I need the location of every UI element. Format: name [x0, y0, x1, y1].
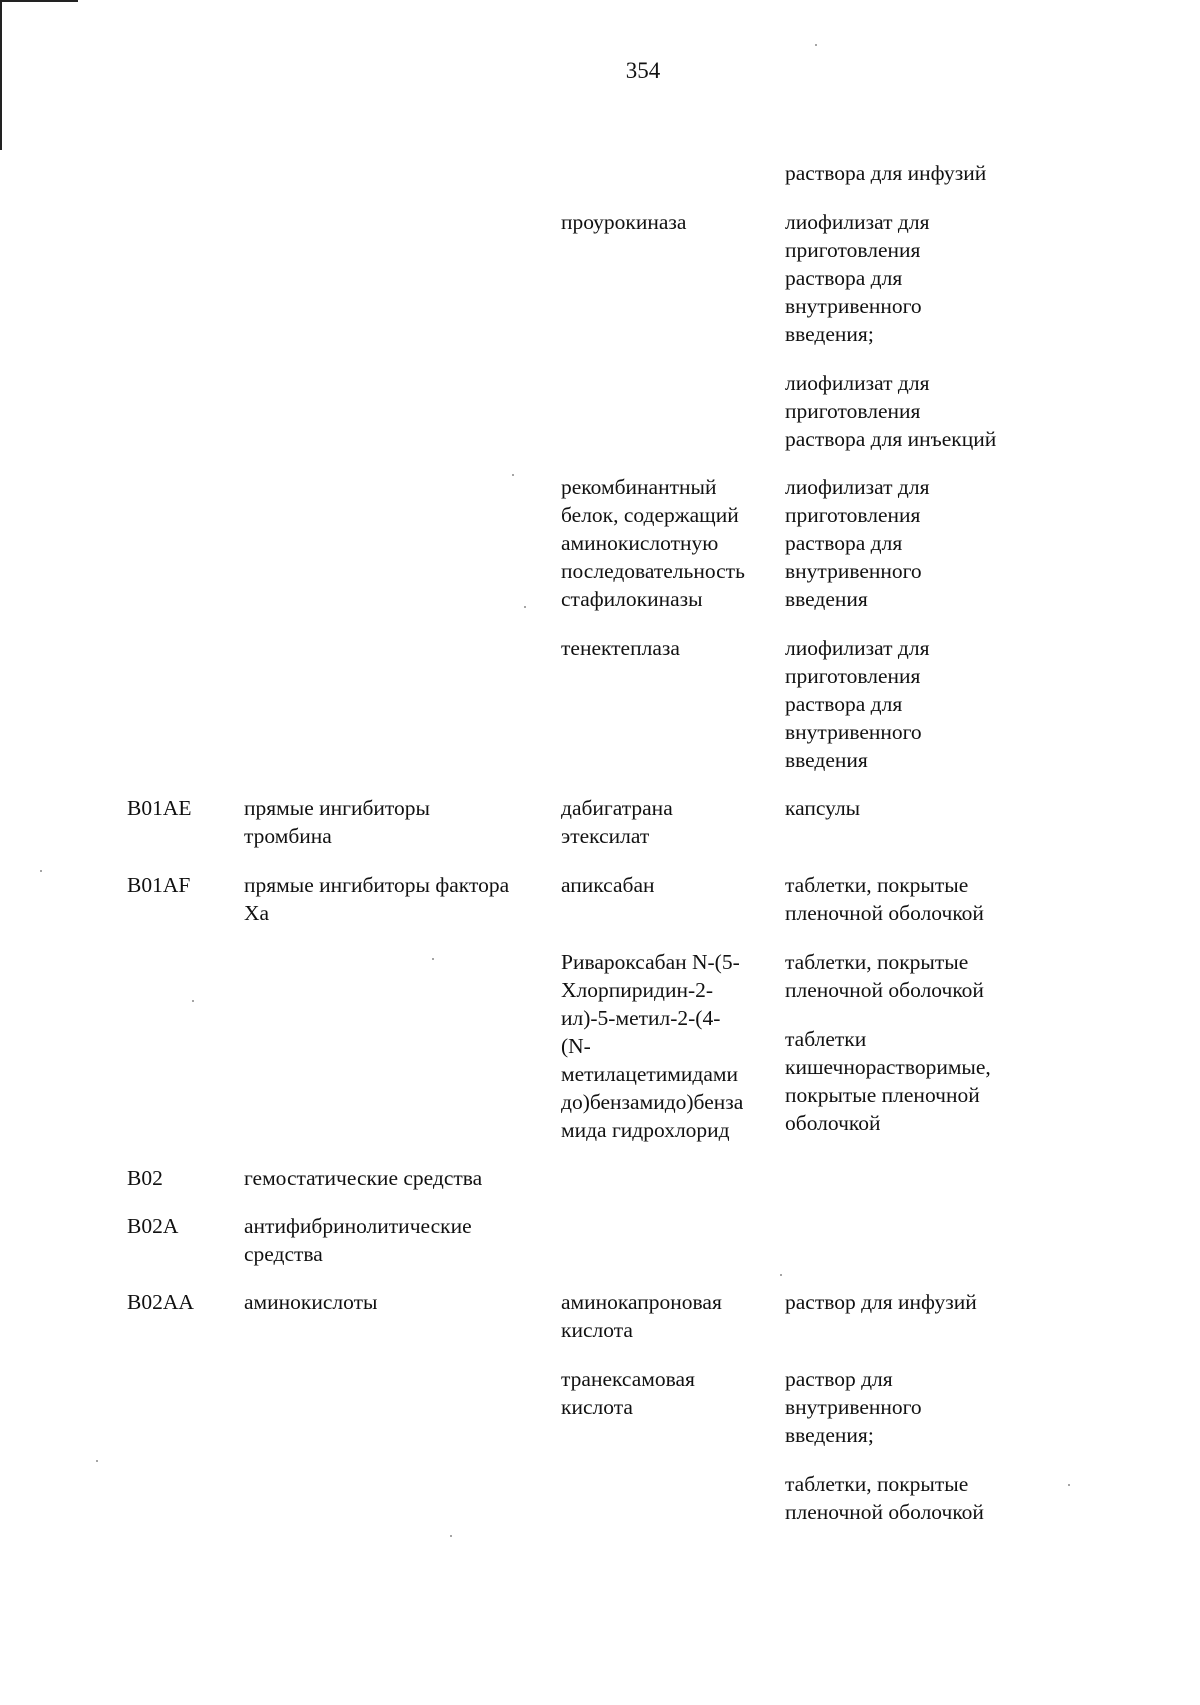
scan-speck — [96, 1460, 98, 1462]
text-line: внутривенного — [785, 559, 922, 583]
text-line: этексилат — [561, 824, 650, 848]
table-row — [0, 1212, 1200, 1268]
table-row — [0, 634, 1200, 774]
dosage-form — [785, 1025, 1045, 1137]
text-line: последовательность — [561, 559, 745, 583]
text-line: гемостатические средства — [244, 1166, 483, 1190]
text-line: лиофилизат для — [785, 475, 930, 499]
dosage-form — [785, 473, 1045, 613]
dosage-form — [785, 948, 1045, 1004]
dosage-form — [785, 634, 1045, 774]
text-line: введения — [785, 748, 868, 772]
text-line: введения; — [785, 322, 874, 346]
dosage-forms — [785, 159, 1045, 187]
dosage-form — [785, 208, 1045, 348]
text-line: раствора для — [785, 531, 903, 555]
page-number: 354 — [625, 58, 661, 83]
drug-name — [561, 871, 785, 899]
anatomical-therapeutic-group — [244, 1164, 561, 1192]
text-line: пленочной оболочкой — [785, 978, 984, 1002]
dosage-forms — [785, 794, 1045, 822]
drug-name — [561, 794, 785, 850]
text-line: раствора для — [785, 692, 903, 716]
text-line: рекомбинантный — [561, 475, 717, 499]
text-line: оболочкой — [785, 1111, 881, 1135]
text-line: транексамовая — [561, 1367, 695, 1391]
anatomical-therapeutic-group — [244, 871, 561, 927]
table-row — [0, 1365, 1200, 1526]
text-line: мида гидрохлорид — [561, 1118, 730, 1142]
drug-name — [561, 473, 785, 613]
dosage-forms — [785, 473, 1045, 613]
text-line: внутривенного — [785, 1395, 922, 1419]
dosage-form — [785, 1288, 1045, 1316]
dosage-form — [785, 159, 1045, 187]
dosage-forms — [785, 871, 1045, 927]
text-line: апиксабан — [561, 873, 655, 897]
text-line: до)бензамидо)бенза — [561, 1090, 744, 1114]
table-row — [0, 473, 1200, 613]
table-row — [0, 159, 1200, 187]
scan-speck — [1068, 1484, 1070, 1486]
text-line: раствора для инъекций — [785, 427, 997, 451]
text-line: Xa — [244, 901, 270, 925]
drug-name — [561, 1365, 785, 1421]
scan-speck — [815, 44, 817, 46]
text-line: тромбина — [244, 824, 332, 848]
atc-code: B01AF — [127, 873, 191, 897]
scan-speck — [450, 1535, 452, 1537]
atc-code: B02AA — [127, 1290, 194, 1314]
text-line: аминокислоты — [244, 1290, 378, 1314]
text-line: таблетки, покрытые — [785, 873, 969, 897]
drug-name — [561, 208, 785, 236]
text-line: Хлорпиридин-2- — [561, 978, 714, 1002]
drug-name — [561, 634, 785, 662]
dosage-forms — [785, 948, 1045, 1137]
scan-speck — [432, 958, 434, 960]
scan-speck — [780, 1274, 782, 1276]
drug-name — [561, 1288, 785, 1344]
scan-speck — [40, 870, 42, 872]
text-line: приготовления — [785, 238, 921, 262]
dosage-forms — [785, 634, 1045, 774]
table-row — [0, 794, 1200, 850]
text-line: внутривенного — [785, 720, 922, 744]
atc-code: B01AE — [127, 796, 192, 820]
text-line: аминокапроновая — [561, 1290, 722, 1314]
scan-edge-mark — [0, 0, 78, 2]
text-line: приготовления — [785, 399, 921, 423]
text-line: раствора для инфузий — [785, 161, 987, 185]
text-line: аминокислотную — [561, 531, 719, 555]
dosage-forms — [785, 1365, 1045, 1526]
text-line: пленочной оболочкой — [785, 901, 984, 925]
dosage-form — [785, 794, 1045, 822]
dosage-forms — [785, 208, 1045, 453]
scan-speck — [512, 474, 514, 476]
table-row — [0, 1288, 1200, 1344]
scan-speck — [192, 1000, 194, 1002]
text-line: лиофилизат для — [785, 210, 930, 234]
text-line: стафилокиназы — [561, 587, 703, 611]
dosage-forms — [785, 1288, 1045, 1316]
anatomical-therapeutic-group — [244, 1288, 561, 1316]
table-row — [0, 871, 1200, 927]
text-line: белок, содержащий — [561, 503, 739, 527]
text-line: прямые ингибиторы фактора — [244, 873, 510, 897]
text-line: приготовления — [785, 503, 921, 527]
text-line: введения; — [785, 1423, 874, 1447]
anatomical-therapeutic-group — [244, 794, 561, 850]
text-line: средства — [244, 1242, 323, 1266]
dosage-form — [785, 1470, 1045, 1526]
atc-code: B02A — [127, 1214, 179, 1238]
text-line: проурокиназа — [561, 210, 687, 234]
table-row — [0, 208, 1200, 453]
text-line: лиофилизат для — [785, 636, 930, 660]
text-line: введения — [785, 587, 868, 611]
text-line: прямые ингибиторы — [244, 796, 430, 820]
text-line: кишечнорастворимые, — [785, 1055, 991, 1079]
text-line: кислота — [561, 1395, 633, 1419]
table-row — [0, 1164, 1200, 1192]
text-line: (N- — [561, 1034, 591, 1058]
text-line: покрытые пленочной — [785, 1083, 980, 1107]
text-line: лиофилизат для — [785, 371, 930, 395]
dosage-form — [785, 1365, 1045, 1449]
anatomical-therapeutic-group — [244, 1212, 561, 1268]
drug-name — [561, 948, 785, 1144]
dosage-form — [785, 871, 1045, 927]
text-line: кислота — [561, 1318, 633, 1342]
text-line: пленочной оболочкой — [785, 1500, 984, 1524]
text-line: раствора для — [785, 266, 903, 290]
text-line: таблетки, покрытые — [785, 1472, 969, 1496]
text-line: таблетки, покрытые — [785, 950, 969, 974]
text-line: раствор для инфузий — [785, 1290, 977, 1314]
table-row — [0, 948, 1200, 1144]
text-line: капсулы — [785, 796, 861, 820]
scan-speck — [524, 606, 526, 608]
text-line: приготовления — [785, 664, 921, 688]
atc-code: B02 — [127, 1166, 163, 1190]
text-line: ил)-5-метил-2-(4- — [561, 1006, 721, 1030]
text-line: Ривароксабан N-(5- — [561, 950, 740, 974]
drug-table — [0, 159, 1200, 1526]
dosage-form — [785, 369, 1045, 453]
text-line: тенектеплаза — [561, 636, 680, 660]
text-line: антифибринолитические — [244, 1214, 472, 1238]
text-line: раствор для — [785, 1367, 893, 1391]
text-line: таблетки — [785, 1027, 867, 1051]
text-line: внутривенного — [785, 294, 922, 318]
text-line: метилацетимидами — [561, 1062, 738, 1086]
text-line: дабигатрана — [561, 796, 673, 820]
